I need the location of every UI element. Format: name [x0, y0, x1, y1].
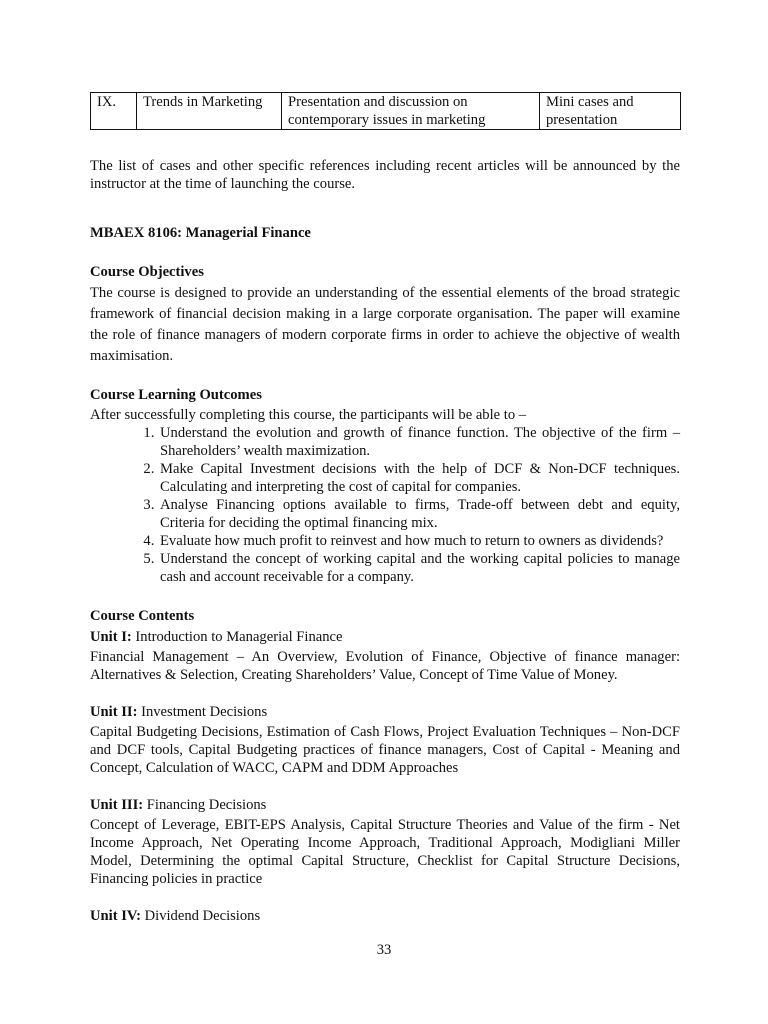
- cases-note: The list of cases and other specific references including recent articles will be announced by the instructor at the time of launching the course.: [90, 158, 680, 192]
- unit-text: Capital Budgeting Decisions, Estimation of Cash Flows, Project Evaluation Techniques – Non-DCF and DCF tools, Capital Budgeting practices of finance managers, Cost of Capital - Meaning and Concept, Calculation of WACC, CAPM and DDM Approaches: [90, 724, 680, 776]
- contents-heading: Course Contents: [90, 608, 195, 624]
- unit-title: Financing Decisions: [143, 797, 267, 813]
- unit-label: Unit I:: [90, 629, 132, 645]
- table-row: [91, 93, 681, 130]
- unit-label: Unit II:: [90, 704, 138, 720]
- unit-text: Financial Management – An Overview, Evolution of Finance, Objective of finance manager: Alternatives & Selection, Creating Shareholders’ Value, Concept of Time Value of Money.: [90, 649, 680, 683]
- page-number: 33: [376, 942, 392, 958]
- unit-title: Dividend Decisions: [140, 908, 261, 924]
- unit-title: Investment Decisions: [137, 704, 268, 720]
- objectives-text: The course is designed to provide an understanding of the essential elements of the broad strategic framework of financial decision making in a large corporate organisation. The paper will examine the role of finance managers of modern corporate firms in order to achieve the objective of wealth maximisation.: [90, 285, 680, 364]
- unit-text: Concept of Leverage, EBIT-EPS Analysis, Capital Structure Theories and Value of the firm - Net Income Approach, Net Operating Income Approach, Traditional Approach, Modigliani Miller Model, Determining the optimal Capital Structure, Checklist for Capital Structure Decisions, Financing policies in practice: [90, 817, 680, 887]
- course-table: [90, 92, 681, 130]
- list-item: 5. Understand the concept of working capital and the working capital policies to manage cash and account receivable for a company.: [158, 550, 680, 586]
- table-cell-content: Presentation and discussion on contemporary issues in marketing: [282, 93, 540, 130]
- unit-title: Introduction to Managerial Finance: [131, 629, 343, 645]
- unit-heading: [90, 906, 680, 927]
- objectives-heading: Course Objectives: [90, 264, 204, 280]
- unit-label: Unit IV:: [90, 908, 141, 924]
- table-cell-pedagogy: Mini cases and presentation: [540, 93, 681, 130]
- list-item: 3. Analyse Financing options available to firms, Trade-off between debt and equity, Criteria for deciding the optimal financing mix.: [158, 496, 680, 532]
- list-item: 1. Understand the evolution and growth of finance function. The objective of the firm – Shareholders’ wealth maximization.: [158, 424, 680, 460]
- table-cell-topic: Trends in Marketing: [137, 93, 282, 130]
- unit-heading: [90, 702, 680, 723]
- unit-label: Unit III:: [90, 797, 144, 813]
- list-item: 4. Evaluate how much profit to reinvest and how much to return to owners as dividends?: [158, 532, 680, 550]
- course-title: MBAEX 8106: Managerial Finance: [90, 225, 311, 241]
- table-cell-number: IX.: [91, 93, 137, 130]
- unit-heading: [90, 795, 680, 816]
- list-item: 2. Make Capital Investment decisions with the help of DCF & Non-DCF techniques. Calculating and interpreting the cost of capital for companies.: [158, 460, 680, 496]
- outcomes-heading: Course Learning Outcomes: [90, 387, 262, 403]
- unit-heading: [90, 627, 680, 648]
- outcomes-intro: After successfully completing this course, the participants will be able to –: [90, 407, 527, 423]
- page-content: [90, 92, 680, 927]
- outcomes-list: [90, 424, 680, 586]
